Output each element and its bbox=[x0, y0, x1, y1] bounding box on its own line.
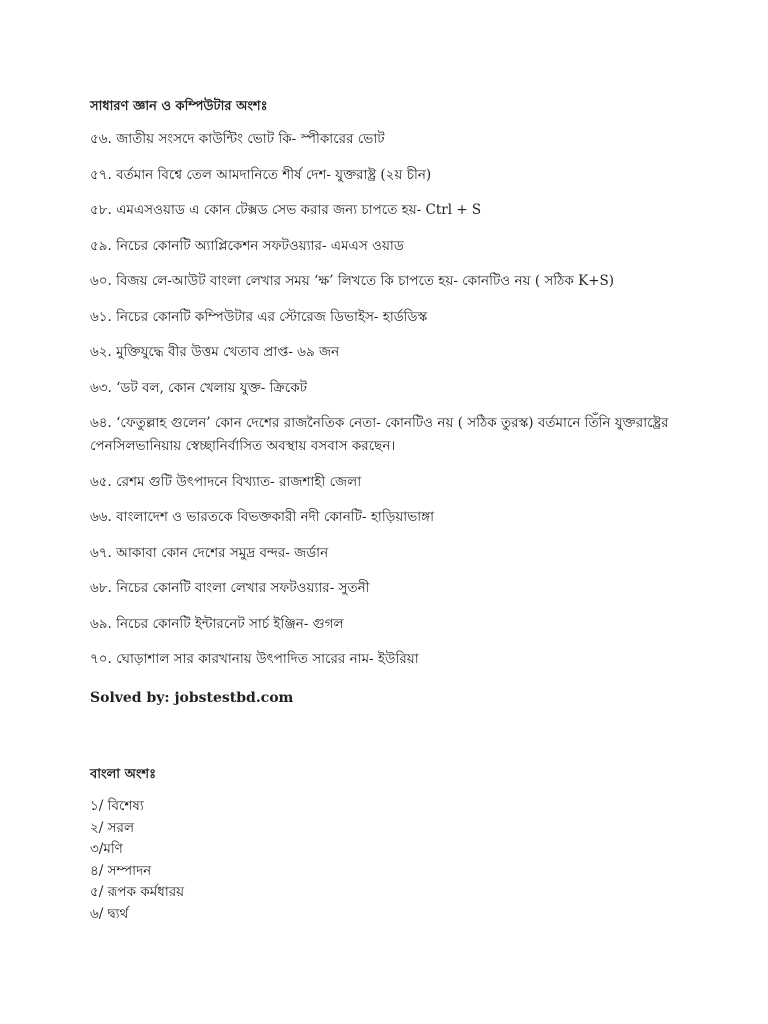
qa-item-64: ৬৪. ‘ফেতুল্লাহ গুলেন’ কোন দেশের রাজনৈতিক নেতা- কোনটিও নয় ( সঠিক তুরস্ক) বর্তমানে তিঁনি যুক্তরাষ্ট্রের পেনসিলভানিয়ায় স্বেচ্ছানির্বাসিত অবস্থায় বসবাস করছেন। bbox=[90, 415, 669, 454]
answer-item-4: ৪/ সম্পাদন bbox=[90, 862, 152, 879]
qa-item-70: ৭০. ঘোড়াশাল সার কারখানায় উৎপাদিত সারের নাম- ইউরিয়া bbox=[90, 651, 419, 667]
gk-section-heading: সাধারণ জ্ঞান ও কম্পিউটার অংশঃ bbox=[90, 99, 268, 114]
qa-item-59: ৫৯. নিচের কোনটি অ্যাপ্লিকেশন সফটওয়্যার- এমএস ওয়াড bbox=[90, 237, 404, 254]
gk-question-list bbox=[90, 128, 750, 684]
solved-by-credit: Solved by: jobstestbd.com bbox=[90, 690, 294, 706]
qa-item-67: ৬৭. আকাবা কোন দেশের সমুদ্র বন্দর- জর্ডান bbox=[90, 544, 329, 561]
qa-item-61: ৬১. নিচের কোনটি কম্পিউটার এর স্টোরেজ ডিভাইস- হার্ডডিস্ক bbox=[90, 308, 428, 325]
answer-item-2: ২/ সরল bbox=[90, 819, 135, 836]
answer-item-5: ৫/ রূপক কর্মধারয় bbox=[90, 884, 185, 901]
qa-item-68: ৬৮. নিচের কোনটি বাংলা লেখার সফটওয়্যার- সুতনী bbox=[90, 580, 370, 596]
answer-item-1: ১/ বিশেষ্য bbox=[90, 798, 144, 814]
bangla-answer-list bbox=[90, 796, 184, 926]
qa-item-56: ৫৬. জাতীয় সংসদে কাউন্টিং ভোট কি- স্পীকারের ভোট bbox=[90, 131, 385, 147]
qa-item-57: ৫৭. বর্তমান বিশ্বে তেল আমদানিতে শীর্ষ দেশ- যুক্তরাষ্ট্র (২য় চীন) bbox=[90, 166, 432, 183]
qa-item-58: ৫৮. এমএসওয়াড এ কোন টেক্সড সেভ করার জন্য চাপতে হয়- Ctrl + S bbox=[90, 202, 482, 218]
bangla-section-heading: বাংলা অংশঃ bbox=[90, 767, 157, 782]
qa-item-66: ৬৬. বাংলাদেশ ও ভারতকে বিভক্তকারী নদী কোনটি- হাড়িয়াভাঙ্গা bbox=[90, 509, 435, 525]
answer-item-3: ৩/মণি bbox=[90, 841, 123, 858]
qa-item-63: ৬৩. ‘ডট বল, কোন খেলায় যুক্ত- ক্রিকেট bbox=[90, 379, 308, 396]
answer-item-6: ৬/ দ্ব্যর্থ bbox=[90, 905, 129, 922]
qa-item-69: ৬৯. নিচের কোনটি ইন্টারনেট সার্চ ইঞ্জিন- গুগল bbox=[90, 615, 344, 632]
qa-item-62: ৬২. মুক্তিযুদ্ধে বীর উত্তম খেতাব প্রাপ্ত- ৬৯ জন bbox=[90, 344, 340, 360]
qa-item-60: ৬০. বিজয় লে-আউট বাংলা লেখার সময় ‘ক্ষ’ লিখতে কি চাপতে হয়- কোনটিও নয় ( সঠিক K+S) bbox=[90, 273, 615, 289]
qa-item-65: ৬৫. রেশম গুটি উৎপাদনে বিখ্যাত- রাজশাহী জেলা bbox=[90, 473, 362, 490]
